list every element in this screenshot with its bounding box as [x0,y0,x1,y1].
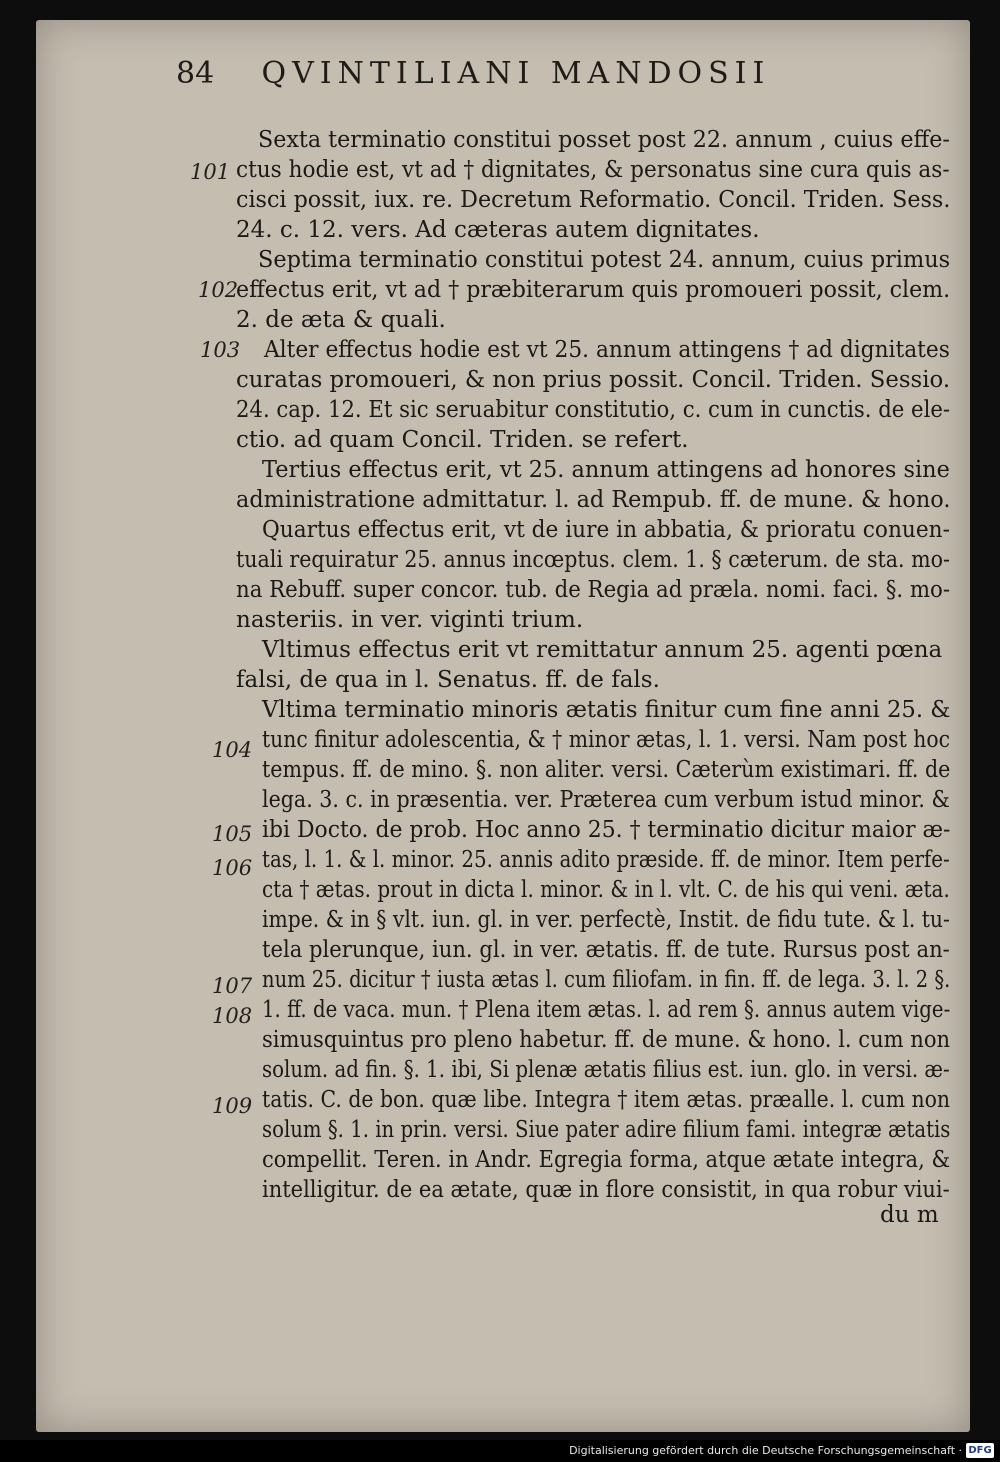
text-line: intelligitur. de ea ætate, quæ in flore consistit, in qua robur viui- [262,1177,950,1203]
text-line: impe. & in § vlt. iun. gl. in ver. perfectè, Instit. de fidu tute. & l. tu- [262,907,950,933]
text-line: nasteriis. in ver. viginti trium. [236,607,584,633]
margin-number: 106 [212,856,253,880]
text-line: effectus erit, vt ad † præbiterarum quis promoueri possit, clem. [236,277,951,303]
margin-number: 102 [198,278,239,302]
text-line: curatas promoueri, & non prius possit. Concil. Triden. Sessio. [236,367,951,393]
text-line: num 25. dicitur † iusta ætas l. cum filiofam. in fin. ff. de lega. 3. l. 2 §. [262,967,951,993]
margin-number: 109 [212,1094,253,1118]
text-line: Alter effectus hodie est vt 25. annum attingens † ad dignitates [264,337,950,363]
text-line: na Rebuff. super concor. tub. de Regia ad præla. nomi. faci. §. mo- [236,577,951,603]
text-line: 24. c. 12. vers. Ad cæteras autem dignitates. [236,217,760,243]
text-line: solum. ad fin. §. 1. ibi, Si plenæ ætatis filius est. iun. glo. in versi. æ- [262,1057,950,1083]
text-line: solum §. 1. in prin. versi. Siue pater adire filium fami. integræ ætatis [262,1117,951,1143]
margin-number: 101 [190,160,231,184]
margin-number: 103 [200,338,241,362]
text-line: tas, l. 1. & l. minor. 25. annis adito præside. ff. de minor. Item perfe- [262,847,950,873]
text-line: Septima terminatio constitui potest 24. annum, cuius primus [258,247,951,273]
text-line: Sexta terminatio constitui posset post 22. annum , cuius effe- [258,127,950,153]
text-line: Vltimus effectus erit vt remittatur annum 25. agenti pœna [262,637,943,663]
text-line: Vltima terminatio minoris ætatis finitur cum fine anni 25. & [262,697,951,723]
text-line: 2. de æta & quali. [236,307,446,333]
margin-number: 105 [212,822,253,846]
text-line: tatis. C. de bon. quæ libe. Integra † item ætas. præalle. l. cum non [262,1087,951,1113]
text-line: Quartus effectus erit, vt de iure in abbatia, & prioratu conuen- [262,517,950,543]
text-line: falsi, de qua in l. Senatus. ff. de fals. [236,667,660,693]
text-line: tela plerunque, iun. gl. in ver. ætatis. ff. de tute. Rursus post an- [262,937,950,963]
text-line: ctio. ad quam Concil. Triden. se refert. [236,427,689,453]
text-line: tunc finitur adolescentia, & † minor ætas, l. 1. versi. Nam post hoc [262,727,950,753]
page-number: 84 [176,56,215,91]
text-line: ibi Docto. de prob. Hoc anno 25. † terminatio dicitur maior æ- [262,817,951,843]
text-line: cta † ætas. prout in dicta l. minor. & in l. vlt. C. de his qui veni. æta. [262,877,950,903]
text-line: compellit. Teren. in Andr. Egregia forma, atque ætate integra, & [262,1147,951,1173]
running-header [176,56,876,116]
text-line: tuali requiratur 25. annus incœptus. clem. 1. § cæterum. de sta. mo- [236,547,950,573]
margin-number: 107 [212,974,253,998]
text-line: cisci possit, iux. re. Decretum Reformatio. Concil. Triden. Sess. [236,187,951,213]
running-title: QVINTILIANI MANDOSII [261,56,771,91]
text-line: simusquintus pro pleno habetur. ff. de mune. & hono. l. cum non [262,1027,951,1053]
text-line: administratione admittatur. l. ad Rempub. ff. de mune. & hono. [236,487,951,513]
footer-bar [0,1440,1000,1462]
catchword: du m [880,1202,939,1228]
text-line: tempus. ff. de mino. §. non aliter. versi. Cæterùm existimari. ff. de [262,757,951,783]
text-line: lega. 3. c. in præsentia. ver. Præterea cum verbum istud minor. & [262,787,950,813]
text-line: 24. cap. 12. Et sic seruabitur constitutio, c. cum in cunctis. de ele- [236,397,951,423]
text-line: ctus hodie est, vt ad † dignitates, & personatus sine cura quis as- [236,157,950,183]
margin-number: 104 [212,738,253,762]
text-line: 1. ff. de vaca. mun. † Plena item ætas. l. ad rem §. annus autem vige- [262,997,951,1023]
margin-number: 108 [212,1004,253,1028]
funding-notice: Digitalisierung gefördert durch die Deutsche Forschungsgemeinschaft · [569,1444,962,1457]
dfg-logo: DFG [966,1443,994,1458]
text-line: Tertius effectus erit, vt 25. annum attingens ad honores sine [262,457,950,483]
